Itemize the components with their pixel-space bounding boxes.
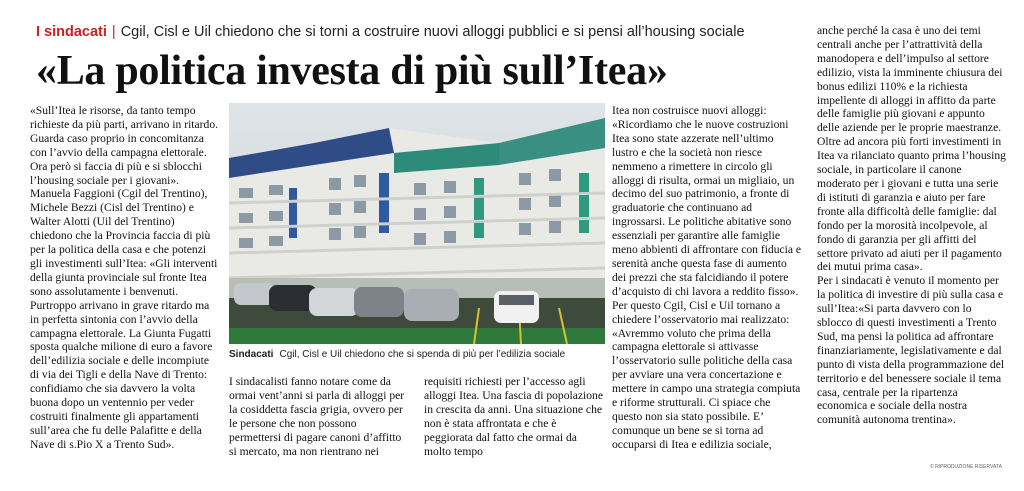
- article-column-4: [817, 24, 1007, 427]
- section-label: I sindacati: [36, 24, 107, 40]
- article-photo: [229, 103, 605, 344]
- column-3-text: Itea non costruisce nuovi alloggi: «Ricordiamo che le nuove costruzioni Itea sono state azzerate nell’ultimo lustro e che la società non riesce nemmeno a rimettere in circolo gli alloggi di risulta, ormai un migliaio, un decimo del suo patrimonio, a fronte di graduatorie che continuano ad ingrossarsi. Le politiche abitative sono essenziali per garantire alle famiglie meno abbienti di affrontare con fiducia e serenità anche questa fase di aumento dei prezzi che sta falcidiando il potere d’acquisto di chi lavora a reddito fisso». Per questo Cgil, Cisl e Uil tornano a chiedere l’osservatorio mai realizzato: «Avremmo voluto che prima della campagna elettorale si attivasse l’osservatorio sulle politiche della casa per avviare una vera concertazione e mettere in campo una strategia compiuta e riforme strutturali. Ci spiace che questo non sia stato possibile. E’ comunque un bene se si torna ad occuparsi di Itea e edilizia sociale,: [612, 104, 802, 451]
- article-column-3: [612, 104, 802, 452]
- article-column-1: [30, 104, 220, 452]
- column-2-text: I sindacalisti fanno notare come da ormai vent’anni si parla di alloggi per la cosiddetta fascia grigia, ovvero per le persone che non possono permettersi di pagare canoni d’affitto si mercato, ma non rientrano nei requisiti richiesti per l’accesso agli alloggi Itea. Una fascia di popolazione in crescita da anni. Una situazione che non è stata affrontata e che è peggiorata dal fatto che ormai da molto tempo: [229, 375, 603, 458]
- copyright-notice: © RIPRODUZIONE RISERVATA: [930, 464, 1002, 470]
- building-photo: [229, 103, 605, 344]
- kicker-separator: |: [111, 24, 116, 40]
- column-1-text: «Sull’Itea le risorse, da tanto tempo richieste da più parti, arrivano in ritardo. Guarda caso proprio in concomitanza con l’avvio della campagna elettorale. Ora però si faccia di più e si sblocchi l’housing sociale per i giovani». Manuela Faggioni (Cgil del Trentino), Michele Bezzi (Cisl del Trentino) e Walter Alotti (Uil del Trentino) chiedono che la Provincia faccia di più per la politica della casa e che potenzi gli investimenti sull’Itea: «Gli interventi della giunta provinciale sul fronte Itea sono assolutamente i benvenuti. Purtroppo arrivano in grave ritardo ma in perfetta sintonia con l’avvio della campagna elettorale. La Giunta Fugatti sposta qualche milione di euro a favore dell’edilizia sociale e delle incompiute di via dei Tigli e della Nave di Trento: confidiamo che sia davvero la volta buona dopo un ventennio per veder costruiti finalmente gli appartamenti sull’area che fu delle Palafitte e della Nave di s.Pio X a Trento Sud».: [30, 104, 219, 451]
- caption-label: Sindacati: [229, 349, 274, 360]
- photo-caption: [229, 349, 605, 360]
- article-headline: «La politica investa di più sull’Itea»: [36, 48, 668, 94]
- column-4-text: anche perché la casa è uno dei temi centrali anche per l’attrattività della manodopera e dell’impulso al settore edilizio, vista la imminente chiusura dei bonus edilizi 110% e la richiesta impellente di alloggi in affitto da parte delle famiglie più giovani e appunto delle aziende per le proprie maestranze. Oltre ad ancora più forti investimenti in Itea va rilanciato quanto prima l’housing sociale, in particolare il canone moderato per i giovani e tutta una serie di istituti di garanzia e aiuto per fare fronte alla difficoltà delle famiglie: dal fondo per la morosità incolpevole, al fondo di garanzia per gli affitti del settore privato ad aiuti per il pagamento dei mutui prima casa». Per i sindacati è venuto il momento per la politica di investire di più sulla casa e sull’Itea:«Si parta davvero con lo sblocco di questi investimenti a Trento Sud, ma pensi la politica ad affrontare finanziariamente, legislativamente e dal punto di vista della programmazione del territorio e del benessere sociale il tema casa, centrale per la ripartenza economica e sociale della nostra comunità autonoma trentina».: [817, 24, 1006, 427]
- article-column-2: [229, 375, 605, 458]
- kicker-subtitle: Cgil, Cisl e Uil chiedono che si torni a costruire nuovi alloggi pubblici e si pensi all’housing sociale: [120, 24, 745, 40]
- caption-text: Cgil, Cisl e Uil chiedono che si spenda di più per l’edilizia sociale: [279, 349, 566, 360]
- article-kicker: [36, 24, 745, 40]
